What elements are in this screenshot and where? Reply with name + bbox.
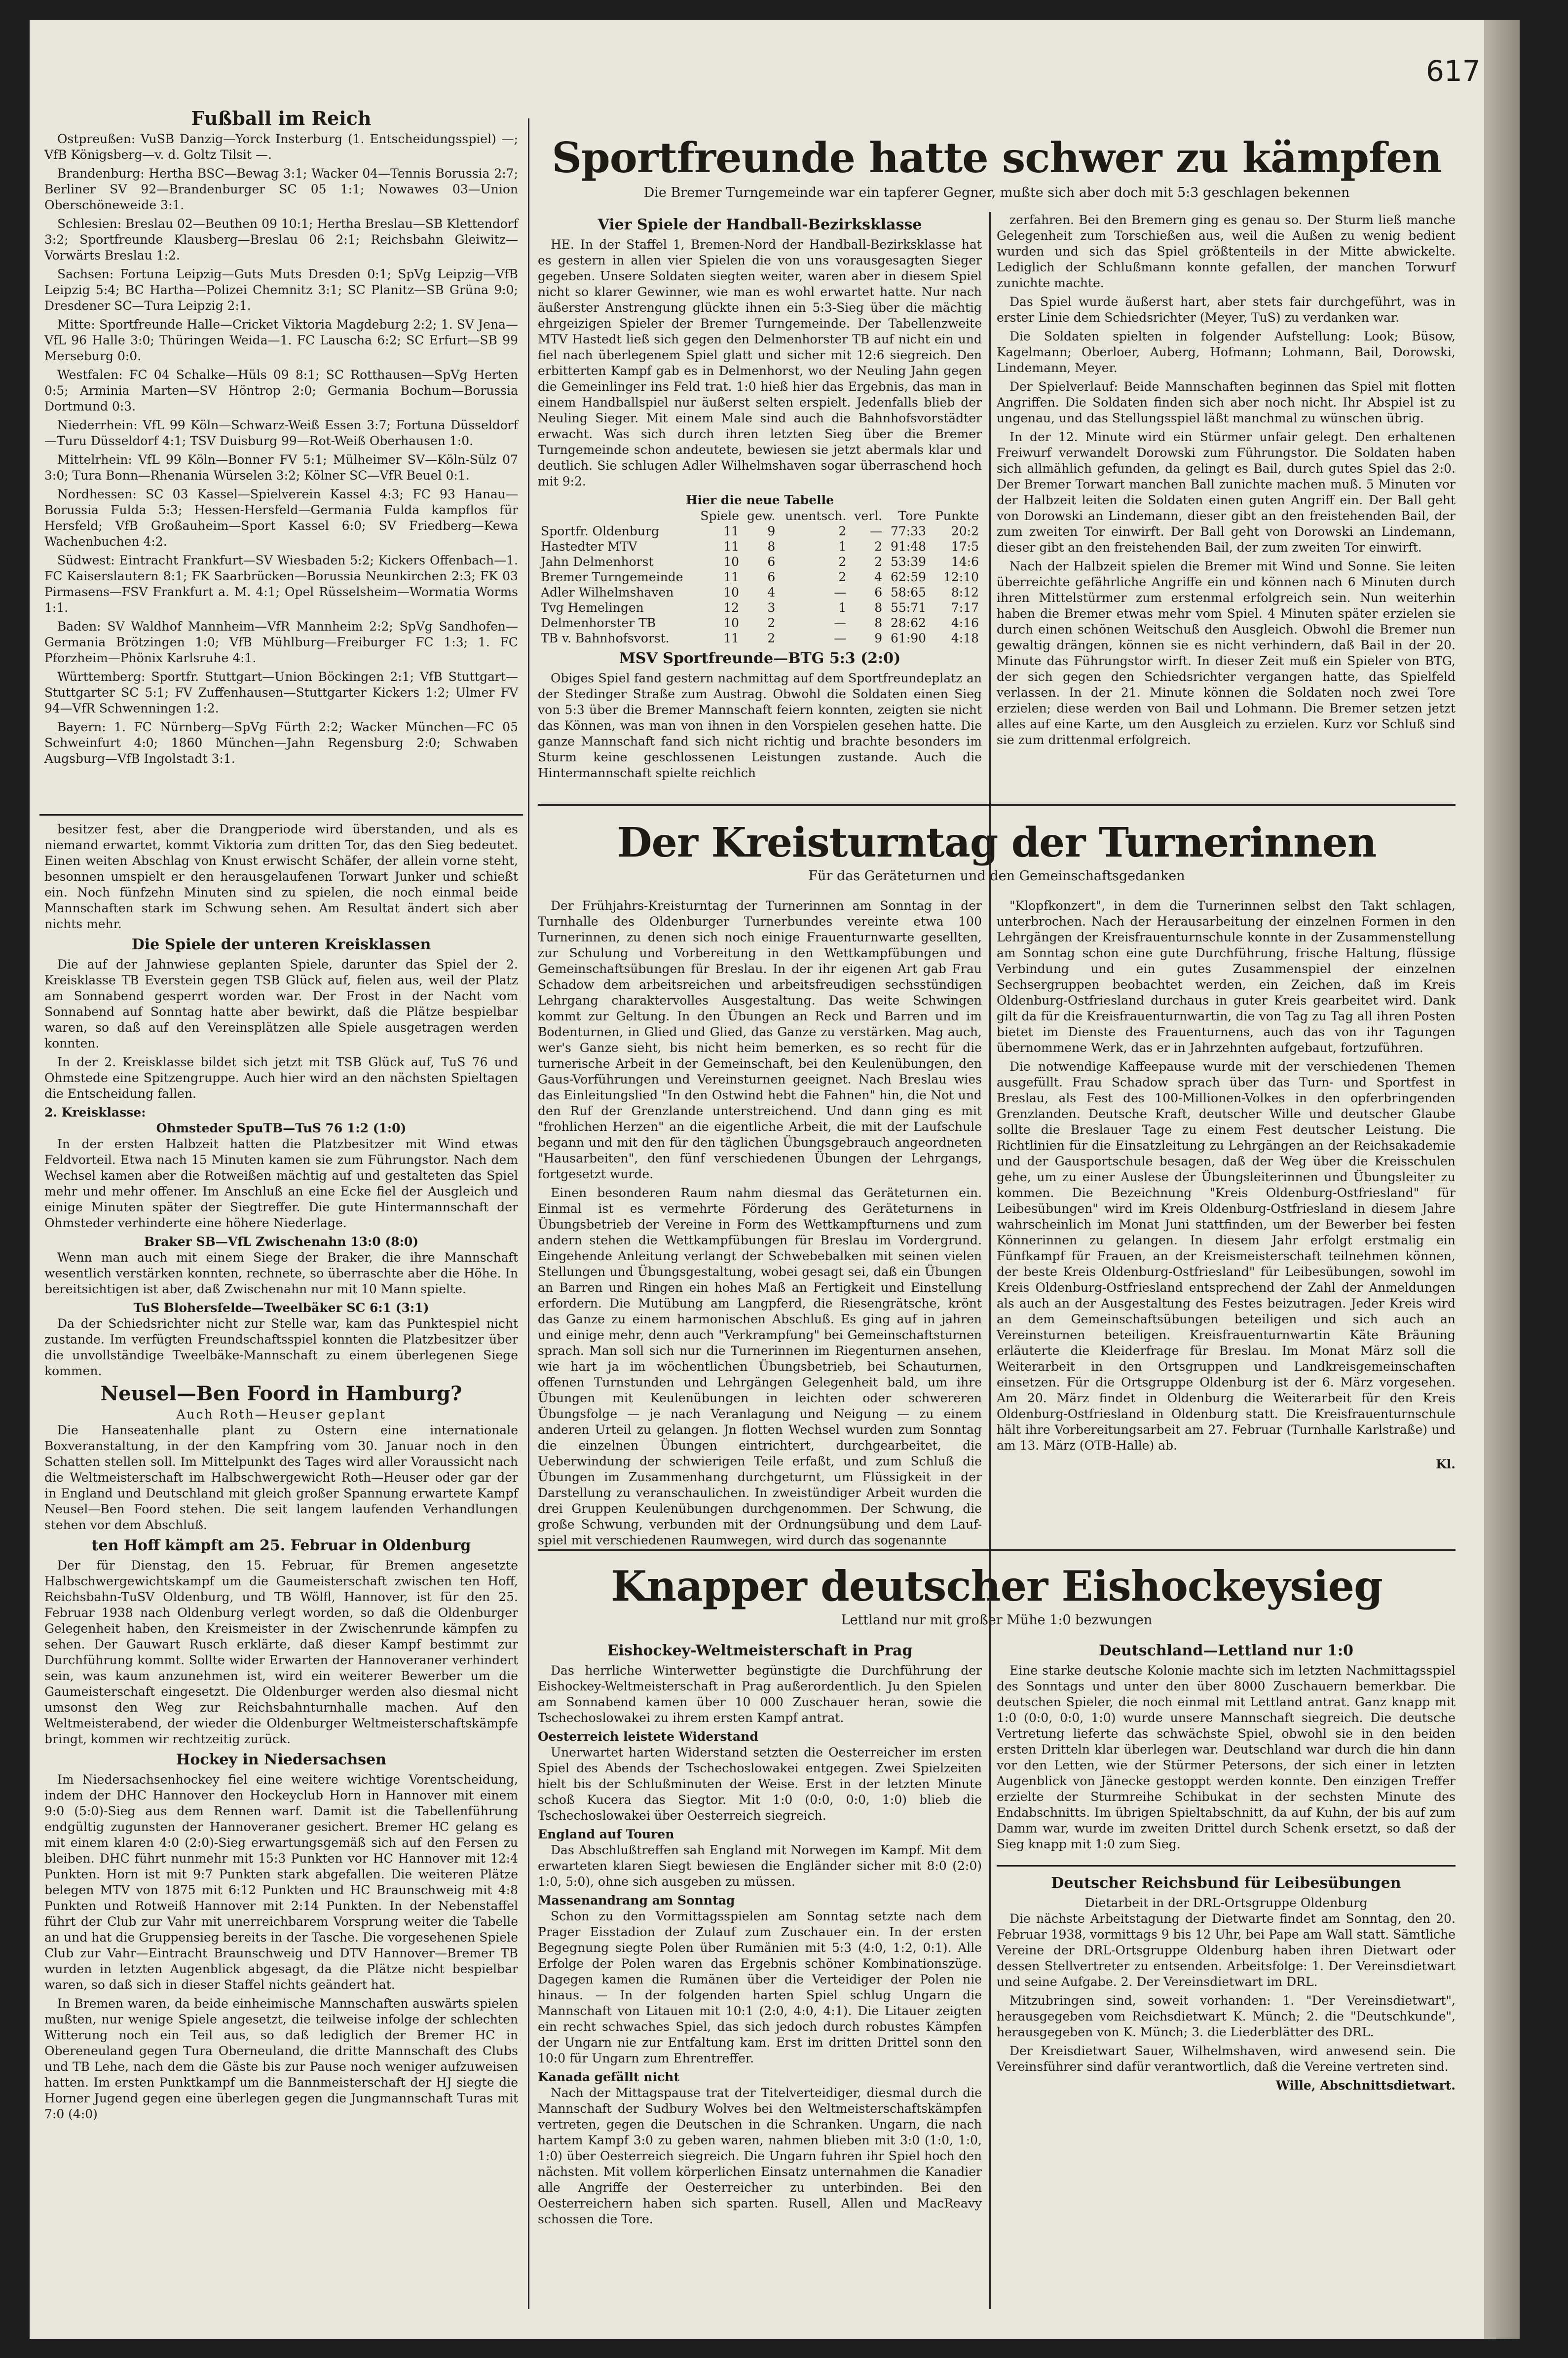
- intro-text: besitzer fest, aber die Drangperiode wird überstanden, und als es niemand erwartet, kommt Viktoria zum dritten Tor, das den Sieg bedeutet. Einen weiten Abschlag von Knust erwischt Schäfer, der allein vorne steht, besonnen umspielt er den herausgelaufenen Torwart Junker und schießt ein. Noch fünfzehn Minuten sind zu spielen, die noch einmal beide Mannschaften stark im Schwung sehen. Am Resultat ändert sich aber nichts mehr.: [44, 822, 518, 931]
- standings-table: [538, 508, 982, 646]
- kreisturntag-title: Der Kreisturntag der Turnerinnen: [617, 819, 1377, 866]
- divider: [39, 814, 523, 816]
- match-text: zerfahren. Bei den Bremern ging es genau so. Der Sturm ließ manche Gelegenheit zum Torschießen aus, weil die Außen zu wenig bedient wurden und sich das Spiel größtenteils in der Mitte abwickelte. Lediglich der Schlußmann konnte gefallen, der manchen Torwurf zunichte machte.: [997, 213, 1456, 290]
- page-number: 617: [1426, 54, 1481, 88]
- match-text: Nach der Halbzeit spielen die Bremer mit Wind und Sonne. Sie leiten überreichte gefährliche Angriffe ein und können nach 6 Minuten durch ihren Mittelstürmer zum erstenmal erfolgreich sein. Nun weiterhin haben die Bremer etwas mehr vom Spiel. 4 Minuten später erzielen sie durch einen schönen Weitschuß den Ausgleich. Obwohl die Bremer nun gewaltig drängen, können sie es nicht verhindern, daß Bail in der 20. Minute das Führungstor wirft. In dieser Zeit muß ein Spieler von BTG, der sich gegen den Schiedsrichter vergangen hatte, das Spielfeld verlassen. In der 21. Minute können die Soldaten noch zwei Tore erzielen; diese werden von Bail und Lohmann. Die Bremer setzen jetzt alles auf eine Karte, um den Ausgleich zu erzielen. Kurz vor Schluß sind sie zum drittenmal erfolgreich.: [997, 559, 1456, 747]
- newspaper-page: [30, 20, 1520, 2339]
- table-row: Jahn Delmenhorst 10 6 2 2 53:39 14:6: [541, 555, 979, 569]
- wm-text: Das herrliche Winterwetter begünstigte die Durchführung der Eishockey-Weltmeisterschaft in Prag außerordentlich. Ju den Spielen am Sonnabend kamen über 10 000 Zuschauer heran, sowie die Tschechoslowakei zu ihrem ersten Kampf antrat.: [538, 1663, 982, 1725]
- table-row: Sportfr. Oldenburg 11 9 2 — 77:33 20:2: [541, 524, 979, 538]
- oesterreich-text: Unerwartet harten Widerstand setzten die Oesterreicher im ersten Spiel des Abends der Tschechoslowakei entgegen. Zwei Spielzeiten hielt bis der Schlußminuten der Weise. Erst in der letzten Minute schoß Kucera das Siegtor. Mit 1:0 (0:0, 0:0, 1:0) blieb die Tschechoslowakei über Oesterreich siegreich.: [538, 1745, 982, 1823]
- game-text: Wenn man auch mit einem Siege der Braker, die ihre Mannschaft wesentlich verstärken konnten, rechnete, so überraschte aber die Höhe. In bereitsichtigen ist aber, daß Zwischenahn nur mit 10 Mann spielte.: [44, 1250, 518, 1296]
- table-title: Hier die neue Tabelle: [685, 493, 834, 507]
- kreisklasse-label: 2. Kreisklasse:: [44, 1105, 146, 1120]
- deutschland-lettland-title: Deutschland—Lettland nur 1:0: [1098, 1642, 1354, 1659]
- tenhoff-title: ten Hoff kämpft am 25. Februar in Oldenburg: [91, 1537, 471, 1554]
- table-row: Tvg Hemelingen 12 3 1 8 55:71 7:17: [541, 600, 979, 615]
- left-column: [44, 822, 518, 2125]
- kreisturntag-text: Der Frühjahrs-Kreisturntag der Turnerinnen am Sonntag in der Turnhalle des Oldenburger Turnerbundes vereinte etwa 100 Turnerinnen, zu denen sich noch einige Frauenturnwarte gesellten, zur Schulung und Vorbereitung in den Wettkampfübungen und Gemeinschaftsübungen für Breslau. In der ihr eigenen Art gab Frau Schadow dem arbeitsreichen und arbeitsfreudigen sechsstündigen Lehrgang charaktervolles Ausgestaltung. Das weite Schwingen kommt zur Geltung. In den Übungen an Reck und Barren und im Bodenturnen, in Glied und Glied, das Ganze zu verstärken. Mag auch, wer's Ganze sieht, bis nicht heim bemerken, es so recht für die turnerische Arbeit in der Gemeinschaft, bei den Keulenübungen, den Gaus-Vorführungen und Vereinsturnen geeignet. Nach Breslau wies das Einleitungslied "In den Ostwind hebt die Fahnen" hin, die Not und den Ruf der Grenzlande unterstreichend. Und dann ging es mit "frohlichen Herzen" an die eigentliche Arbeit, die mit der Laufschule begann und mit den für den täglichen Übungsgebrauch angeordneten "Hausarbeiten", den fünf verschiedenen Übungen der Lehrgangs, fortgesetzt wurde.: [538, 898, 982, 1181]
- kanada-title: Kanada gefällt nicht: [538, 2070, 679, 2084]
- table-header: gew.: [747, 509, 776, 523]
- england-text: Das Abschlußtreffen sah England mit Norwegen im Kampf. Mit dem erwarteten klaren Siegt bewiesen die Engländer sicher mit 8:0 (2:0) 1:0, 5:0), ohne sich ausgeben zu müssen.: [538, 1843, 982, 1889]
- tenhoff-text: Der für Dienstag, den 15. Februar, für Bremen angesetzte Halbschwergewichtskampf um die Gaumeisterschaft zwischen ten Hoff, Reichsbahn-TuSV Oldenburg, und TB Wölfl, Hannover, ist für den 25. Februar 1938 nach Oldenburg verlegt worden, so daß die Oldenburger Gelegenheit haben, den Kreismeister in der Zwischenrunde kämpfen zu sehen. Der Gauwart Rusch erklärte, daß dieser Kampf bestimmt zur Durchführung kommt. Sollte wider Erwarten der Hannoveraner verhindert sein, was kaum anzunehmen ist, wird ein weiterer Bewerber um die Gaumeisterschaft eingesetzt. Die Oldenburger werden also diesmal nicht umsonst den Weg zur Reichsbahnturnhalle machen. Auf den Weltmeisterabend, der wieder die Oldenburger Weltmeisterschaftskämpfe bringt, kommen wir rechtzeitig zurück.: [44, 1558, 518, 1746]
- kreisturntag-right: [997, 898, 1456, 1472]
- sportfreunde-left: [538, 212, 982, 784]
- reichsbund-text: Der Kreisdietwart Sauer, Wilhelmshaven, wird anwesend sein. Die Vereinsführer sind dafür verantwortlich, daß die Vereine vertreten sind.: [997, 2044, 1456, 2074]
- kreisturntag-text: Die notwendige Kaffeepause wurde mit der verschiedenen Themen ausgefüllt. Frau Schadow sprach über das Turn- und Sportfest in Breslau, als Fest des 100-Millionen-Volkes in den opferbringenden Grenzlanden. Deutsche Kraft, deutscher Wille und deutscher Glaube sollte die Breslauer Tage zu einem Fest deutscher Leistung. Die Richtlinien für die Einsatzleitung zu Lehrgängen an der Reichsakademie und der Gausportschule besagen, daß der Weg über die Kreisschulen gehe, um zu einer Auslese der Übungsleiterinnen und Übungsleiter zu kommen. Die Bezeichnung "Kreis Oldenburg-Ostfriesland" für Leibesübungen" wird im Kreis Oldenburg-Ostfriesland in diesem Jahre wahrscheinlich im Monat Juni stattfinden, um der Bewerber bei festen Könnerinnen zu gelangen. In diesem Jahr erfolgt erstmalig ein Fünfkampf für Frauen, an der Kreismeisterschaft teilnehmen können, der beste Kreis Oldenburg-Ostfriesland" für Leibesübungen, sowohl im Kreis Oldenburg-Ostfriesland entsprechend der Zahl der Anmeldungen als auch an der Ausgestaltung des Festes beizutragen. Jeder Kreis wird an dem Gemeinschaftsübungen beteiligen und sich auch an Vereinsturnen beteiligen. Kreisfrauenturnwartin Käte Bräuning erläuterte die Kleiderfrage für Breslau. Im Monat März soll die Weiterarbeit in den Ortsgruppen und Landkreisgemeinschaften einsetzen. Für die Ortsgruppe Oldenburg ist der 6. März vorgesehen. Am 20. März findet in Oldenburg die Weiterarbeit für den Kreis Oldenburg-Ostfriesland in Oldenburg statt. Die Kreisfrauenturnschule hält ihre Vorbereitungsarbeit am 27. Februar (Turnhalle Karlstraße) und am 13. März (OTB-Halle) ab.: [997, 1059, 1456, 1453]
- fussball-title: Fußball im Reich: [191, 107, 372, 129]
- result-line: Südwest: Eintracht Frankfurt—SV Wiesbaden 5:2; Kickers Offenbach—1. FC Kaiserslautern 8:1; FK Saarbrücken—Borussia Neunkirchen 2:3; FK 03 Pirmasens—FSV Frankfurt a. M. 4:1; Opel Rüsselsheim—Wormatia Worms 1:1.: [44, 553, 518, 615]
- result-line: Württemberg: Sportfr. Stuttgart—Union Böckingen 2:1; VfB Stuttgart—Stuttgarter SC 5:1; FV Zuffenhausen—Stuttgarter Kickers 1:2; Ulmer FV 94—VfR Schwenningen 1:2.: [44, 670, 518, 715]
- kreisklassen-text: Die auf der Jahnwiese geplanten Spiele, darunter das Spiel der 2. Kreisklasse TB Everstein gegen TSB Glück auf, fielen aus, weil der Platz am Sonnabend gesperrt worden war. Der Frost in der Nacht vom Sonnabend auf Sonntag hatte aber bewirkt, daß die Plätze bespielbar waren, so daß auf den Vereinsplätzen alle Spiele ausgetragen werden konnten.: [44, 957, 518, 1050]
- hockey-title: Hockey in Niedersachsen: [176, 1751, 386, 1768]
- match-text: Die Soldaten spielten in folgender Aufstellung: Look; Büsow, Kagelmann; Oberloer, Auberg, Hofmann; Lohmann, Bail, Dorowski, Lindemann, Meyer.: [997, 329, 1456, 375]
- result-line: Sachsen: Fortuna Leipzig—Guts Muts Dresden 0:1; SpVg Leipzig—VfB Leipzig 5:4; BC Hartha—Polizei Chemnitz 3:1; SC Planitz—SB Grüna 9:0; Dresdener SC—Tura Leipzig 2:1.: [44, 267, 518, 313]
- game-title: Braker SB—VfL Zwischenahn 13:0 (8:0): [144, 1235, 419, 1249]
- handball-text: HE. In der Staffel 1, Bremen-Nord der Handball-Bezirksklasse hat es gestern in allen vier Spielen die von uns vorausgesagten Sieger gegeben. Unsere Soldaten siegten weiter, waren aber in diesem Spiel nicht so klarer Gewinner, wie man es wohl erwartet hatte. Nur nach äußerster Anstrengung glückte ihnen ein 5:3-Sieg über die mächtig ehrgeizigen Spieler der Bremer Turngemeinde. Der Tabellenzweite MTV Hastedt ließ sich gegen den Delmenhorster TB auf nicht ein und fiel nach überlegenem Spiel glatt und sicher mit 12:6 siegreich. Den erbitterten Kampf gab es in Delmenhorst, wo der Neuling Jahn gegen die Gemeinlinger ins Feld trat. 1:0 hieß hier das Ergebnis, das man in einem Handballspiel nur äußerst selten erspielt. Jedenfalls blieb der Neuling Sieger. Mit einem Male sind auch die Bahnhofsvorstädter erwacht. Was sich durch ihren letzten Sieg über die Bremer Turngemeinde schon andeutete, bewiesen sie jetzt abermals klar und deutlich. Sie schlugen Adler Wilhelmshaven sogar überraschend hoch mit 9:2.: [538, 237, 982, 488]
- reichsbund-signature: Wille, Abschnittsdietwart.: [1275, 2078, 1456, 2093]
- table-header-row: [538, 508, 982, 524]
- kreisklassen-text: In der 2. Kreisklasse bildet sich jetzt mit TSB Glück auf, TuS 76 und Ohmstede eine Spitzengruppe. Auch hier wird an den nächsten Spieltagen die Entscheidung fallen.: [44, 1055, 518, 1101]
- reichsbund-text: Die nächste Arbeitstagung der Dietwarte findet am Sonntag, den 20. Februar 1938, vormittags 9 bis 12 Uhr, bei Pape am Wall statt. Sämtliche Vereine der DRL-Ortsgruppe Oldenburg haben ihren Dietwart oder dessen Stellvertreter zu entsenden. Arbeitsfolge: 1. Der Vereinsdietwart und seine Aufgabe. 2. Der Vereinsdietwart im DRL.: [997, 1911, 1456, 1989]
- game-text: In der ersten Halbzeit hatten die Platzbesitzer mit Wind etwas Feldvorteil. Etwa nach 15 Minuten kamen sie zum Führungstor. Nach dem Wechsel kamen aber die Rotweißen mächtig auf und gestalteten das Spiel mehr und mehr offener. Im Anschluß an eine Ecke fiel der Ausgleich und einige Minuten später der Siegtreffer. Die gute Hintermannschaft der Ohmsteder verhinderte eine höhere Niederlage.: [44, 1137, 518, 1230]
- reichsbund-title: Deutscher Reichsbund für Leibesübungen: [1051, 1874, 1401, 1892]
- wm-title: Eishockey-Weltmeisterschaft in Prag: [607, 1642, 913, 1659]
- neusel-subtitle: Auch Roth—Heuser geplant: [176, 1407, 386, 1422]
- handball-title: Vier Spiele der Handball-Bezirksklasse: [597, 216, 922, 233]
- match-text: Obiges Spiel fand gestern nachmittag auf dem Sportfreundeplatz an der Stedinger Straße zum Austrag. Obwohl die Soldaten einen Sieg von 5:3 über die Bremer Mannschaft feiern konnten, zeigten sie nicht das Können, was man von ihnen in den Vorspielen gesehen hatte. Die ganze Mannschaft fand sich nicht richtig und brachte besonders im Sturm keine geschlossenen Leistungen zustande. Auch die Hintermannschaft spielte reichlich: [538, 671, 982, 780]
- kreisturntag-signature: Kl.: [1436, 1457, 1456, 1471]
- table-row: Hastedter MTV 11 8 1 2 91:48 17:5: [541, 539, 979, 554]
- sportfreunde-title: Sportfreunde hatte schwer zu kämpfen: [552, 133, 1442, 182]
- table-row: TB v. Bahnhofsvorst. 11 2 — 9 61:90 4:18: [541, 631, 979, 645]
- table-header: unentsch.: [785, 509, 847, 523]
- result-line: Baden: SV Waldhof Mannheim—VfR Mannheim 2:2; SpVg Sandhofen—Germania Brötzingen 1:0; VfB Mühlburg—Freiburger FC 1:3; 1. FC Pforzheim—Phönix Karlsruhe 4:1.: [44, 619, 518, 665]
- result-line: Mitte: Sportfreunde Halle—Cricket Viktoria Magdeburg 2:2; 1. SV Jena—VfL 96 Halle 3:0; Thüringen Weida—1. FC Lauscha 6:2; SC Erfurt—SB 99 Merseburg 0:0.: [44, 317, 518, 363]
- kreisklassen-title: Die Spiele der unteren Kreisklassen: [131, 936, 431, 953]
- hockey-text: In Bremen waren, da beide einheimische Mannschaften auswärts spielen mußten, nur wenige Spiele angesetzt, die teilweise infolge der schlechten Witterung noch ein Teil aus, so daß lediglich der Bremer HC in Obereneuland gegen Tura Oberneuland, die dritte Mannschaft des Clubs und TB Lehe, nach dem die Gäste bis zur Pause noch weniger aufzuweisen hatten. Im ersten Punktkampf um die Bannmeisterschaft der HJ siegte die Horner Jugend gegen eine überlegen gegen die Jungmannschaft Turas mit 7:0 (4:0): [44, 1996, 518, 2121]
- kreisturntag-subtitle: Für das Geräteturnen und den Gemeinschaftsgedanken: [808, 868, 1185, 884]
- fussball-box: [44, 104, 518, 770]
- neusel-text: Die Hanseatenhalle plant zu Ostern eine internationale Boxveranstaltung, in der den Kampfring vom 30. Januar noch in den Schatten stellen soll. Im Mittelpunkt des Tages wird aller Voraussicht nach die Weltmeisterschaft im Halbschwergewicht Roth—Heuser oder gar der in England und Deutschland mit gleich großer Spannung erwartete Kampf Neusel—Ben Foord stehen. Die seit langem laufenden Verhandlungen stehen vor dem Abschluß.: [44, 1423, 518, 1532]
- table-row: Adler Wilhelmshaven 10 4 — 6 58:65 8:12: [541, 585, 979, 599]
- sportfreunde-subtitle: Die Bremer Turngemeinde war ein tapferer Gegner, mußte sich aber doch mit 5:3 geschlagen bekennen: [643, 185, 1350, 200]
- match-title: MSV Sportfreunde—BTG 5:3 (2:0): [619, 650, 901, 667]
- england-title: England auf Touren: [538, 1827, 674, 1841]
- kreisturntag-left: [538, 898, 982, 1551]
- kreisturntag-text: Einen besonderen Raum nahm diesmal das Geräteturnen ein. Einmal ist es vermehrte Förderung des Geräteturnens in Übungsbetrieb der Vereine in Form des Wettkampfturnens und zum andern stehen die Wettkampfübungen für Breslau im Vordergrund. Eingehende Anleitung verlangt der Schwebebalken mit seinen vielen Stellungen und Übungsgestaltung, wobei gesagt sei, daß ein Übungen an Barren und Ringen ein hohes Maß an Fertigkeit und Einstellung erfordern. Die Mutübung am Langpferd, die Riesengrätsche, krönt das Ganze zu einem harmonischen Abschluß. Es ging auf in jahren und einige mehr, denn auch "Verkrampfung" bei Gemeinschaftsturnen sprach. Man soll sich nur die Turnerinnen im Riegenturnen ansehen, wie hart ja im wöchentlichen Übungsbetrieb, bei Schauturnen, offenen Turnstunden und Lehrgängen Gelegenheit bald, um ihre Übungen mit Keulenübungen in leichten oder schwereren Übungsfolge — je nach Veranlagung und Neigung — zu einem anderen Urteil zu gelangen. Jn flotten Wechsel wurden zum Sonntag die einzelnen Übungen eintrichtert, durchgearbeitet, die Ueberwindung der schwierigen Teile erfaßt, und zum Schluß die Übungen im Zusammenhang durchgeturnt, um Flüssigkeit in der Darstellung zu veranschaulichen. In zweistündiger Arbeit wurden die drei Gruppen Keulenübungen durchgenommen. Der Schwung, die große Schwung, verbunden mit der Ordnungsübung und dem Lauf- spiel mit verschiedenen Raumwegen, wird durch das sogenannte: [538, 1186, 982, 1547]
- result-line: Mittelrhein: VfL 99 Köln—Bonner FV 5:1; Mülheimer SV—Köln-Sülz 07 3:0; Tura Bonn—Rhenania Würselen 3:2; Kölner SC—VfR Beuel 0:1.: [44, 452, 518, 483]
- result-line: Schlesien: Breslau 02—Beuthen 09 10:1; Hertha Breslau—SB Klettendorf 3:2; Sportfreunde Klausberg—Breslau 06 2:1; Reichsbahn Gleiwitz—Vorwärts Breslau 1:2.: [44, 217, 518, 262]
- divider: [538, 804, 1456, 806]
- game-text: Da der Schiedsrichter nicht zur Stelle war, kam das Punktespiel nicht zustande. Im verfügten Freundschaftsspiel konnten die Platzbesitzer über die unvollständige Tweelbäke-Mannschaft zu einem überlegenen Siege kommen.: [44, 1316, 518, 1378]
- match-text: Der Spielverlauf: Beide Mannschaften beginnen das Spiel mit flotten Angriffen. Die Soldaten finden sich aber noch nicht. Ihr Abspiel ist zu ungenau, und das Stellungsspiel läßt manchmal zu wünschen übrig.: [997, 379, 1456, 425]
- table-header: Spiele: [700, 509, 740, 523]
- sportfreunde-right: [997, 212, 1456, 751]
- table-header: [538, 508, 695, 524]
- reichsbund-text: Mitzubringen sind, soweit vorhanden: 1. "Der Vereinsdietwart", herausgegeben vom Reichsdietwart K. Münch; 2. die "Deutschkunde", herausgegeben von K. Münch; 3. die Liederblätter des DRL.: [997, 1993, 1456, 2039]
- reichsbund-subtitle: Dietarbeit in der DRL-Ortsgruppe Oldenburg: [1084, 1896, 1368, 1910]
- game-title: TuS Blohersfelde—Tweelbäker SC 6:1 (3:1): [133, 1301, 429, 1315]
- oesterreich-title: Oesterreich leistete Widerstand: [538, 1729, 758, 1744]
- kanada-text: Nach der Mittagspause trat der Titelverteidiger, diesmal durch die Mannschaft der Sudbury Wolves bei den Weltmeisterschaftskämpfen vertreten, gegen die Deutschen in die Schranken. Ungarn, die nach hartem Kampf 3:0 zu geben waren, nahmen blieben mit 3:0 (1:0, 1:0, 1:0) über Oesterreich siegreich. Die Ungarn fuhren ihr Spiel hoch den nächsten. Mit vollem körperlichen Einsatz unternahmen die Kanadier alle Angriffe der Oesterreicher zu unterbinden. Bei den Oesterreichern haben sich sparten. Rusell, Allen und MacReavy schossen die Tore.: [538, 2086, 982, 2226]
- result-line: Nordhessen: SC 03 Kassel—Spielverein Kassel 4:3; FC 93 Hanau—Borussia Fulda 5:3; Hessen-Hersfeld—Germania Fulda kampflos für Hersfeld; VfB Großauheim—Sport Kassel 6:0; SV Friedberg—Kewa Wachenbuchen 4:2.: [44, 487, 518, 549]
- fussball-results: [44, 131, 518, 767]
- kreisturntag-header: [538, 819, 1456, 884]
- massenandrang-title: Massenandrang am Sonntag: [538, 1893, 735, 1908]
- table-header: Punkte: [934, 509, 979, 523]
- match-text: In der 12. Minute wird ein Stürmer unfair gelegt. Den erhaltenen Freiwurf verwandelt Dorowski zum Führungstor. Die Soldaten haben sich allmählich gefunden, da gelingt es Bail, durch gutes Spiel das 2:0. Der Bremer Torwart manchen Ball zunichte machen muß. 5 Minuten vor der Halbzeit leiten die Soldaten einen guten Angriff ein. Der Ball geht von Dorowski an Lindemann, dieser gibt an den freistehenden Bail, der zum zweiten Tor einwirft. Der Ball geht von Dorowski an Lindemann, dieser gibt an den freistehenden Bail, der zum zweiten Tor einwirft.: [997, 430, 1456, 555]
- massenandrang-text: Schon zu den Vormittagsspielen am Sonntag setzte nach dem Prager Eisstadion der Zulauf zum Zuschauer ein. In der ersten Begegnung siegte Polen über Rumänien mit 5:3 (4:0, 1:2, 0:1). Alle Erfolge der Polen waren das Ergebnis schöner Kombinationszüge. Dagegen kamen die Rumänen über die Verteidiger der Polen nie hinaus. — In der folgenden harten Spiel schlug Ungarn die Mannschaft von Litauen mit 10:1 (2:0, 4:0, 4:1). Die Litauer zeigten ein recht schwaches Spiel, das sich jedoch durch robustes Kämpfen der Ungarn nie zur Entfaltung kam. Erst im dritten Drittel sonn den 10:0 für Ungarn zum Ehrentreffer.: [538, 1909, 982, 2065]
- column-divider: [989, 212, 991, 2309]
- table-header: verl.: [854, 509, 883, 523]
- eishockey-title: Knapper deutscher Eishockeysieg: [611, 1562, 1382, 1610]
- eishockey-right: [997, 1638, 1456, 2094]
- game-title: Ohmsteder SpuTB—TuS 76 1:2 (1:0): [156, 1121, 407, 1135]
- eishockey-left: [538, 1638, 982, 2230]
- divider: [997, 1865, 1456, 1867]
- deutschland-lettland-text: Eine starke deutsche Kolonie machte sich im letzten Nachmittagsspiel des Sonntags und unter den über 8000 Zuschauern bemerkbar. Die deutschen Spieler, die noch einmal mit Lettland antrat. Ganz knapp mit 1:0 (0:0, 0:0, 1:0) wurde unsere Mannschaft siegreich. Die deutsche Vertretung lieferte das schwächste Spiel, obwohl sie in den beiden ersten Dritteln klar überlegen war. Deutschland war durch die hin dann vor den Letten, wie der Stürmer Petersons, der sich einer in letzten Augenblick von Jänecke gestoppt werden konnte. Den einzigen Treffer erzielte der Sturmreihe Schibukat in der sechsten Minute des Endabschnitts. Im übrigen Spieltabschnitt, da auf Kuhn, der bis auf zum Damm war, wurde im zweiten Drittel durch Schenk ersetzt, so daß der Sieg knapp mit 1:0 zum Sieg.: [997, 1663, 1456, 1851]
- result-line: Brandenburg: Hertha BSC—Bewag 3:1; Wacker 04—Tennis Borussia 2:7; Berliner SV 92—Brandenburger SC 05 1:1; Nowawes 03—Union Oberschöneweide 3:1.: [44, 166, 518, 212]
- neusel-title: Neusel—Ben Foord in Hamburg?: [100, 1382, 462, 1405]
- divider: [538, 1549, 1456, 1551]
- hockey-text: Im Niedersachsenhockey fiel eine weitere wichtige Vorentscheidung, indem der DHC Hannover den Hockeyclub Horn in Hannover mit einem 9:0 (5:0)-Sieg aus dem Rennen warf. Damit ist die Tabellenführung endgültig zugunsten der Hannoveraner gesichert. Bremer HC gelang es mit einem klaren 4:0 (2:0)-Sieg erwartungsgemäß sich auf den Fersen zu bleiben. DHC führt nunmehr mit 15:3 Punkten vor HC Hannover mit 12:4 Punkten. Horn ist mit 9:7 Punkten stark abgefallen. Die weiteren Plätze belegen MTV von 1875 mit 6:12 Punkten und HC Braunschweig mit 4:8 Punkten und Rotweiß Hannover mit 2:14 Punkten. In der Nebenstaffel führt der Club zur Vahr mit unerreichbarem Vorsprung weiter die Tabelle an und hat die Gruppensieg bereits in der Tasche. Die vorgesehenen Spiele Club zur Vahr—Eintracht Braunschweig und DTV Hannover—Bremer TB wurden in letzten Augenblick abgesagt, da die Plätze nicht bespielbar waren, so daß sich in dieser Staffel nichts geändert hat.: [44, 1772, 518, 1992]
- result-line: Niederrhein: VfL 99 Köln—Schwarz-Weiß Essen 3:7; Fortuna Düsseldorf—Turu Düsseldorf 4:1; TSV Duisburg 99—Rot-Weiß Oberhausen 1:0.: [44, 418, 518, 448]
- column-divider: [528, 118, 529, 2309]
- table-row: Bremer Turngemeinde 11 6 2 4 62:59 12:10: [541, 570, 979, 584]
- table-row: Delmenhorster TB 10 2 — 8 28:62 4:16: [541, 616, 979, 630]
- result-line: Westfalen: FC 04 Schalke—Hüls 09 8:1; SC Rotthausen—SpVg Herten 0:5; Arminia Marten—SV Höntrop 2:0; Germania Bochum—Borussia Dortmund 0:3.: [44, 368, 518, 413]
- result-line: Ostpreußen: VuSB Danzig—Yorck Insterburg (1. Entscheidungsspiel) —; VfB Königsberg—v. d. Goltz Tilsit —.: [44, 132, 518, 162]
- table-header: Tore: [898, 509, 927, 523]
- kreisturntag-text: "Klopfkonzert", in dem die Turnerinnen selbst den Takt schlagen, unterbrochen. Nach der Herausarbeitung der einzelnen Formen in den Lehrgängen der Kreisfrauenturnschule konnte in der Zusammenstellung am Sonntag schon eine gute Durchführung, frische Haltung, flüssige Verbindung und ein gutes Zusammenspiel der einzelnen Sechsergruppen beobachtet werden, ein Zeichen, daß im Kreis Oldenburg-Ostfriesland durchaus in guter Kreis gearbeitet wird. Dank gilt da für die Kreisfrauenturnwartin, die von Tag zu Tag all ihren Posten bietet im Dienste des Frauenturnens, auch das von ihr Tagungen übernommene Werk, das er in Jahrzehnten aufgebaut, fortzuführen.: [997, 898, 1456, 1055]
- eishockey-subtitle: Lettland nur mit großer Mühe 1:0 bezwungen: [841, 1612, 1153, 1628]
- binding-edge: [1484, 20, 1520, 2339]
- result-line: Bayern: 1. FC Nürnberg—SpVg Fürth 2:2; Wacker München—FC 05 Schweinfurt 4:0; 1860 München—Jahn Regensburg 2:0; Schwaben Augsburg—VfB Ingolstadt 3:1.: [44, 720, 518, 766]
- match-text: Das Spiel wurde äußerst hart, aber stets fair durchgeführt, was in erster Linie dem Schiedsrichter (Meyer, TuS) zu verdanken war.: [997, 295, 1456, 325]
- eishockey-header: [538, 1562, 1456, 1628]
- sportfreunde-header: [538, 133, 1456, 200]
